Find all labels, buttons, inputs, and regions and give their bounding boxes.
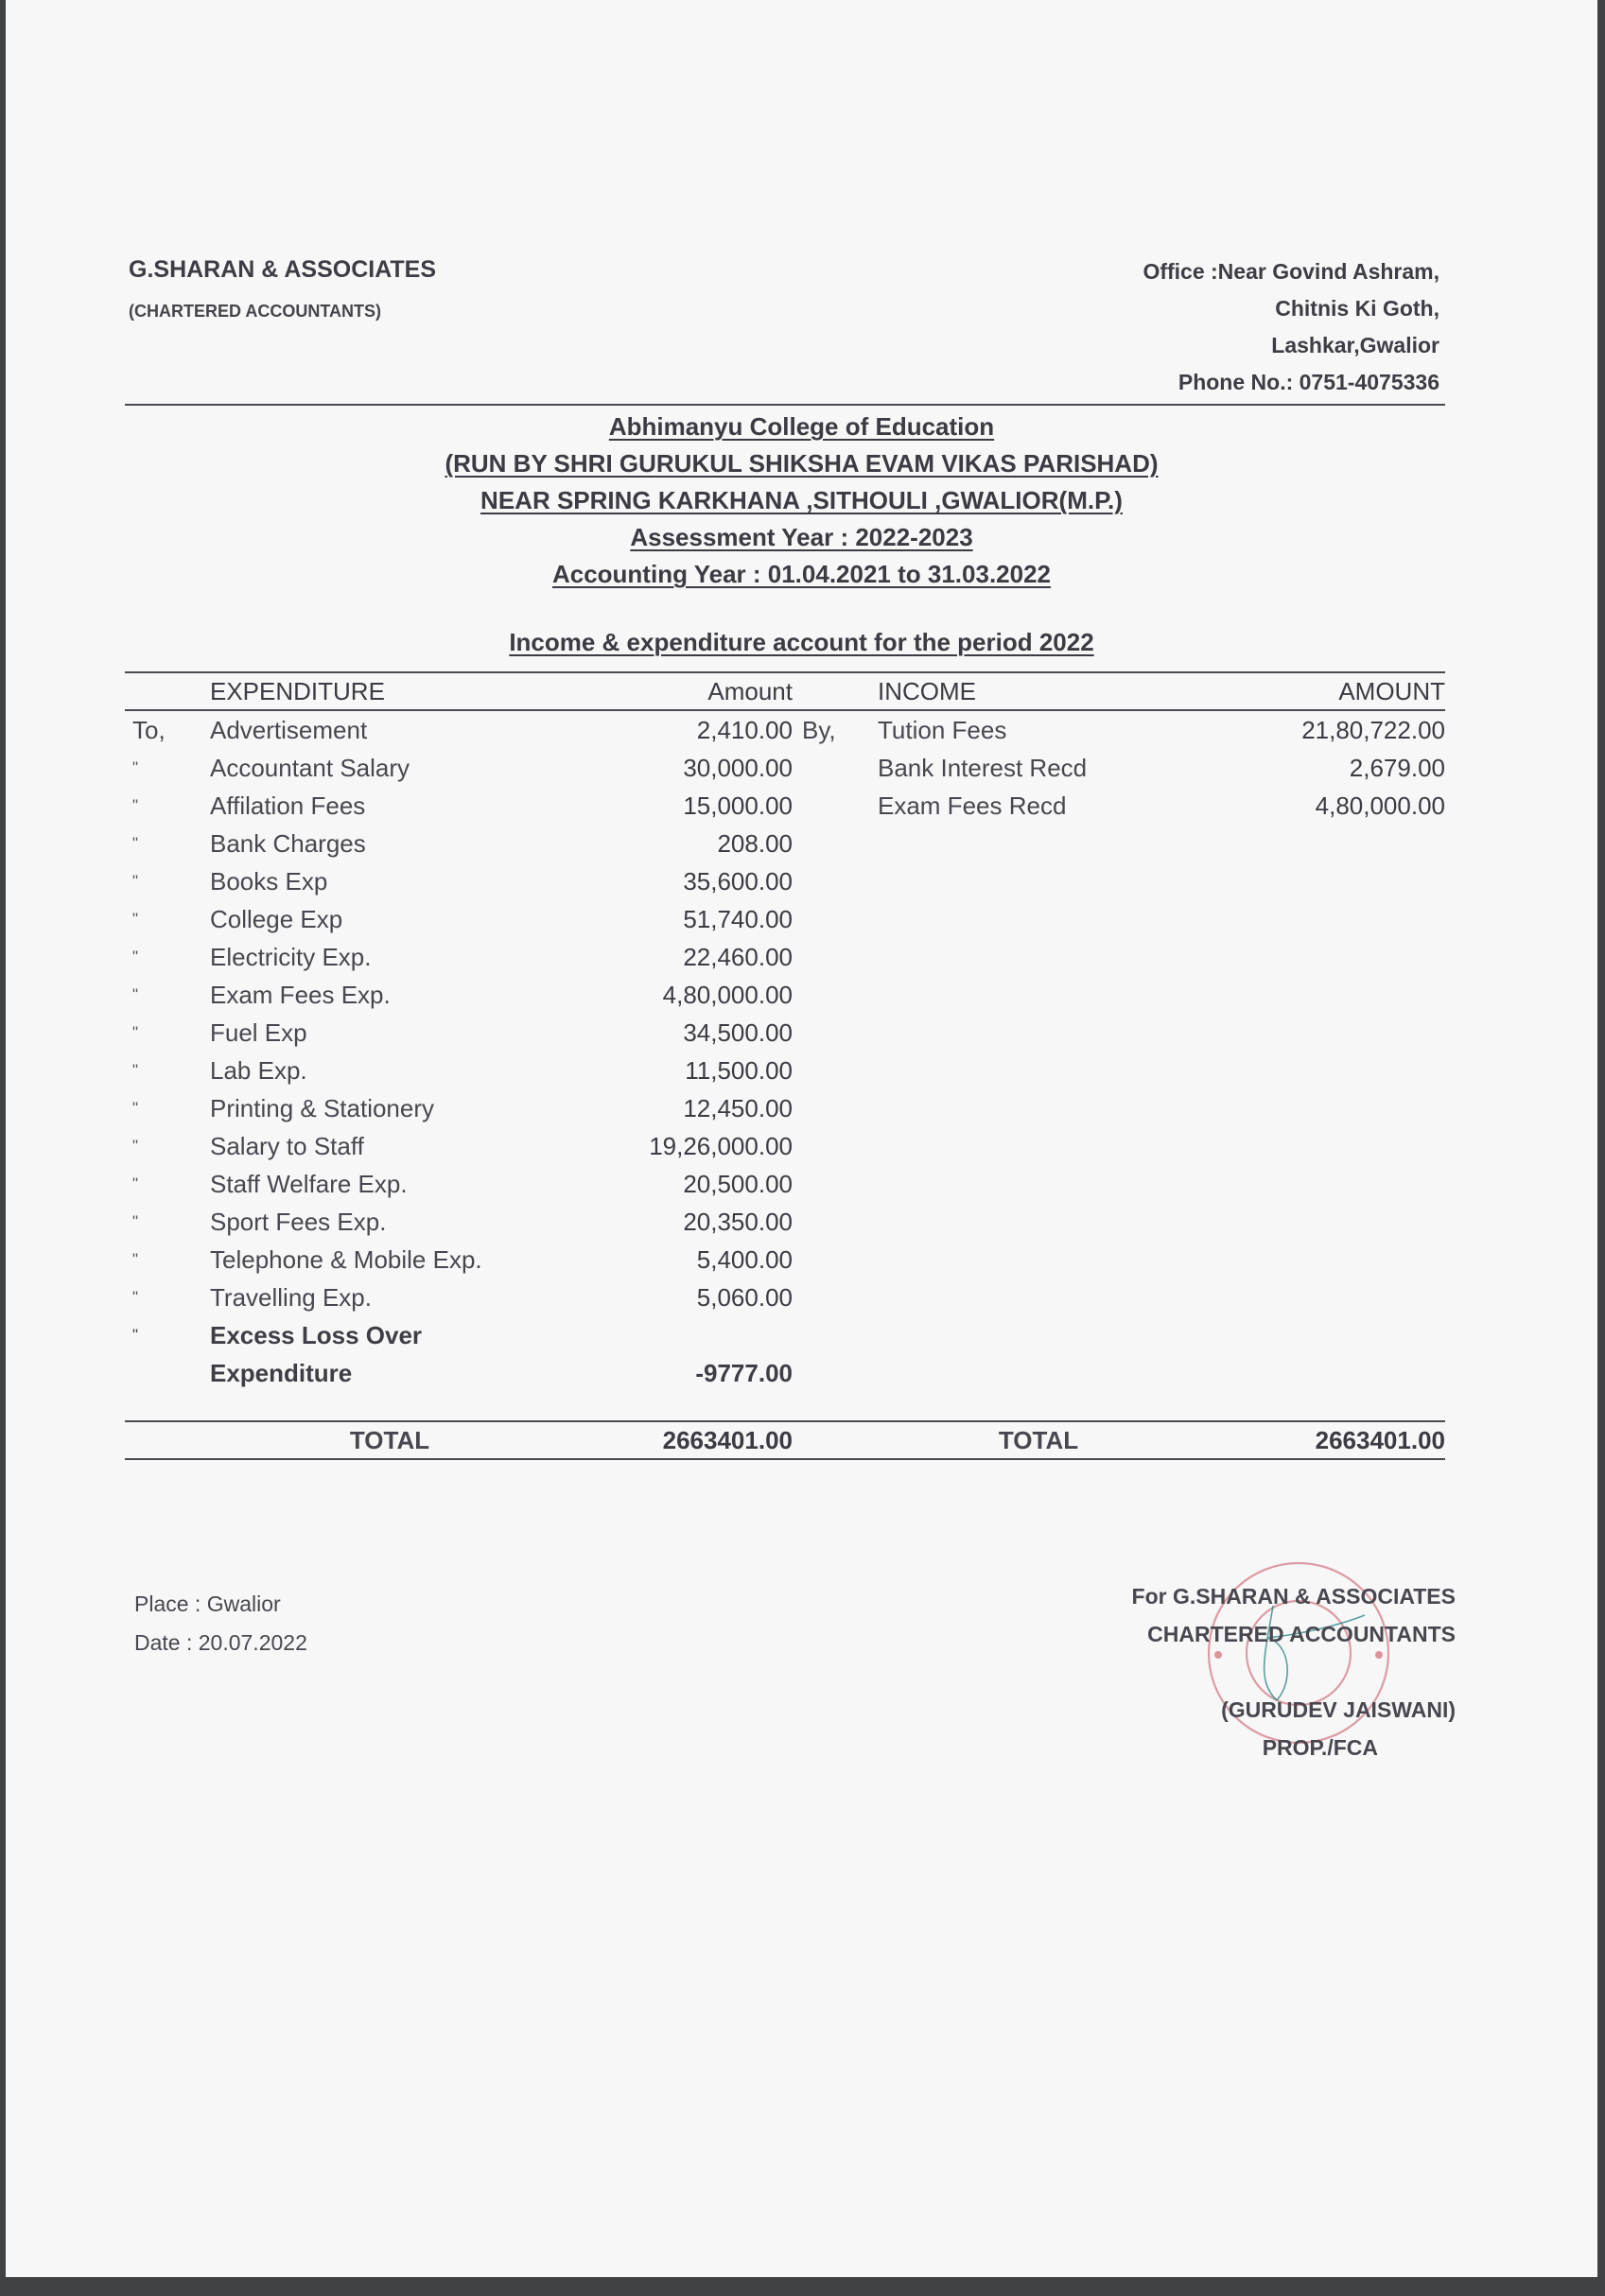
expenditure-amount: 20,350.00 (683, 1208, 793, 1236)
total-bottom-rule (125, 1458, 1445, 1460)
expenditure-label: Salary to Staff (210, 1132, 364, 1160)
expenditure-amount: 11,500.00 (685, 1056, 793, 1085)
empty-cell (802, 976, 878, 1014)
excess-loss-row (125, 1316, 1445, 1392)
expenditure-amount: 35,600.00 (683, 867, 793, 896)
ditto-mark: " (132, 1250, 139, 1268)
letterhead (129, 253, 1439, 401)
office-address-line-2: Chitnis Ki Goth, (1275, 296, 1439, 321)
run-by-line: (RUN BY SHRI GURUKUL SHIKSHA EVAM VIKAS PARISHAD) (445, 449, 1159, 478)
expenditure-amount: 2,410.00 (696, 716, 793, 744)
empty-cell (125, 1354, 210, 1392)
firm-subtitle: (CHARTERED ACCOUNTANTS) (129, 302, 381, 321)
income-prefix: By, (802, 716, 836, 744)
empty-cell (802, 1278, 878, 1316)
excess-loss-amount: -9777.00 (695, 1359, 793, 1387)
expenditure-label: Staff Welfare Exp. (210, 1170, 408, 1198)
empty-cell (1199, 1052, 1445, 1089)
expenditure-amount: 15,000.00 (683, 791, 793, 820)
expenditure-label: Telephone & Mobile Exp. (210, 1245, 482, 1274)
expenditure-amount: 208.00 (717, 829, 793, 858)
income-label: Exam Fees Recd (878, 791, 1067, 820)
ditto-mark: " (132, 1099, 139, 1117)
empty-cell (802, 938, 878, 976)
place-date-block (134, 1585, 307, 1662)
empty-cell (802, 1316, 878, 1354)
empty-cell (802, 1127, 878, 1165)
expenditure-label: Lab Exp. (210, 1056, 307, 1085)
ditto-mark: " (132, 985, 139, 1003)
signatory-name: (GURUDEV JAISWANI) (1221, 1697, 1456, 1722)
income-total-amount: 2663401.00 (1315, 1426, 1445, 1454)
expenditure-amount: 34,500.00 (683, 1018, 793, 1047)
empty-cell (1199, 862, 1445, 900)
empty-cell (1199, 1089, 1445, 1127)
empty-cell (1199, 900, 1445, 938)
ditto-mark: " (132, 872, 139, 890)
empty-cell (802, 1354, 878, 1392)
empty-cell (878, 862, 1199, 900)
ditto-mark: " (132, 1288, 139, 1306)
empty-cell (1199, 938, 1445, 976)
empty-cell (1199, 1127, 1445, 1165)
empty-cell (802, 1203, 878, 1241)
empty-cell (878, 1165, 1199, 1203)
empty-cell (878, 900, 1199, 938)
income-amount: 21,80,722.00 (1301, 716, 1445, 744)
expenditure-amount: 51,740.00 (683, 905, 793, 933)
empty-cell (802, 1422, 878, 1458)
empty-cell (878, 1354, 1199, 1392)
expenditure-label: Exam Fees Exp. (210, 981, 391, 1009)
empty-cell (878, 825, 1199, 862)
expenditure-label: Affilation Fees (210, 791, 366, 820)
income-prefix-empty (802, 749, 878, 787)
header-spacer (125, 673, 210, 709)
empty-cell (802, 1052, 878, 1089)
empty-cell (125, 1422, 210, 1458)
ditto-mark: " (132, 1061, 139, 1079)
row-prefix: To, (132, 716, 166, 744)
ditto-mark: " (132, 1174, 139, 1192)
totals-row (125, 1422, 1445, 1458)
empty-cell (1199, 1203, 1445, 1241)
expenditure-label: Sport Fees Exp. (210, 1208, 387, 1236)
empty-cell (1199, 1241, 1445, 1278)
empty-cell (878, 1127, 1199, 1165)
title-block (6, 409, 1597, 661)
college-name: Abhimanyu College of Education (608, 412, 995, 441)
empty-cell (802, 862, 878, 900)
empty-cell (878, 1203, 1199, 1241)
excess-loss-label-line-2: Expenditure (210, 1359, 353, 1387)
expenditure-amount: 19,26,000.00 (649, 1132, 793, 1160)
ditto-mark: " (132, 1023, 139, 1041)
empty-cell (1199, 1014, 1445, 1052)
total-spacer (125, 1392, 1445, 1420)
empty-cell (1199, 976, 1445, 1014)
for-firm-line: For G.SHARAN & ASSOCIATES (1131, 1584, 1456, 1609)
income-amount-header: AMOUNT (1338, 677, 1445, 705)
empty-cell (802, 1165, 878, 1203)
empty-cell (878, 1278, 1199, 1316)
income-prefix-empty (802, 787, 878, 825)
table-header-row (125, 673, 1445, 709)
expenditure-label: Fuel Exp (210, 1018, 307, 1047)
empty-cell (878, 938, 1199, 976)
chartered-accountants-line: CHARTERED ACCOUNTANTS (1147, 1622, 1456, 1646)
ditto-mark: " (132, 758, 139, 776)
ditto-mark: " (132, 1326, 139, 1344)
empty-cell (1199, 1278, 1445, 1316)
ditto-mark: " (132, 1212, 139, 1230)
expenditure-label: Accountant Salary (210, 754, 410, 782)
empty-cell (878, 976, 1199, 1014)
empty-cell (878, 1316, 1199, 1354)
expenditure-amount: 12,450.00 (683, 1094, 793, 1122)
expenditure-amount: 5,400.00 (696, 1245, 793, 1274)
empty-cell (1199, 1316, 1445, 1354)
excess-loss-label-line-1: Excess Loss Over (210, 1321, 423, 1349)
ditto-mark: " (132, 948, 139, 965)
empty-cell (802, 1014, 878, 1052)
place: Place : Gwalior (134, 1592, 281, 1616)
income-amount: 2,679.00 (1349, 754, 1445, 782)
ditto-mark: " (132, 1137, 139, 1155)
expenditure-label: Printing & Stationery (210, 1094, 435, 1122)
income-label: Bank Interest Recd (878, 754, 1088, 782)
empty-cell (878, 1014, 1199, 1052)
ditto-mark: " (132, 910, 139, 928)
empty-cell (878, 1089, 1199, 1127)
income-total-label: TOTAL (998, 1426, 1079, 1454)
accounting-year: Accounting Year : 01.04.2021 to 31.03.2022 (551, 560, 1052, 588)
office-phone: Phone No.: 0751-4075336 (1178, 370, 1439, 394)
header-spacer (802, 673, 878, 709)
office-address-line-3: Lashkar,Gwalior (1271, 333, 1439, 357)
empty-cell (802, 825, 878, 862)
income-amount: 4,80,000.00 (1315, 791, 1445, 820)
expenditure-total-label: TOTAL (349, 1426, 430, 1454)
statement-title: Income & expenditure account for the period 2022 (509, 628, 1094, 656)
table-body (125, 711, 1445, 1316)
expenditure-label: Books Exp (210, 867, 328, 896)
expenditure-amount: 22,460.00 (683, 943, 793, 971)
firm-block (129, 253, 436, 323)
firm-name: G.SHARAN & ASSOCIATES (129, 256, 437, 283)
empty-cell (802, 1089, 878, 1127)
office-address (1143, 253, 1439, 401)
empty-cell (1199, 825, 1445, 862)
expenditure-total-amount: 2663401.00 (662, 1426, 793, 1454)
ditto-mark: " (132, 834, 139, 852)
ditto-mark: " (132, 796, 139, 814)
expenditure-amount: 5,060.00 (696, 1283, 793, 1312)
document-page (6, 0, 1597, 2277)
empty-cell (802, 900, 878, 938)
expenditure-label: Advertisement (210, 716, 368, 744)
assessment-year: Assessment Year : 2022-2023 (630, 523, 973, 551)
signatory-block (1132, 1577, 1456, 1766)
expenditure-label: Travelling Exp. (210, 1283, 372, 1312)
empty-cell (1199, 1165, 1445, 1203)
expenditure-label: College Exp (210, 905, 343, 933)
empty-cell (878, 1052, 1199, 1089)
income-expenditure-table (125, 671, 1445, 1460)
empty-cell (1199, 1354, 1445, 1392)
header-divider (125, 404, 1445, 406)
college-address: NEAR SPRING KARKHANA ,SITHOULI ,GWALIOR(M.P.) (480, 486, 1123, 514)
income-label: Tution Fees (878, 716, 1007, 744)
income-header: INCOME (878, 677, 976, 705)
expenditure-label: Bank Charges (210, 829, 366, 858)
expenditure-amount: 30,000.00 (683, 754, 793, 782)
expenditure-amount-header: Amount (707, 677, 793, 705)
office-address-line-1: Office :Near Govind Ashram, (1143, 259, 1439, 284)
expenditure-label: Electricity Exp. (210, 943, 372, 971)
date: Date : 20.07.2022 (134, 1630, 307, 1655)
expenditure-header: EXPENDITURE (210, 677, 385, 705)
empty-cell (802, 1241, 878, 1278)
signatory-designation: PROP./FCA (1262, 1735, 1378, 1760)
empty-cell (878, 1241, 1199, 1278)
expenditure-amount: 4,80,000.00 (662, 981, 793, 1009)
empty-cell (569, 1316, 802, 1354)
expenditure-amount: 20,500.00 (683, 1170, 793, 1198)
